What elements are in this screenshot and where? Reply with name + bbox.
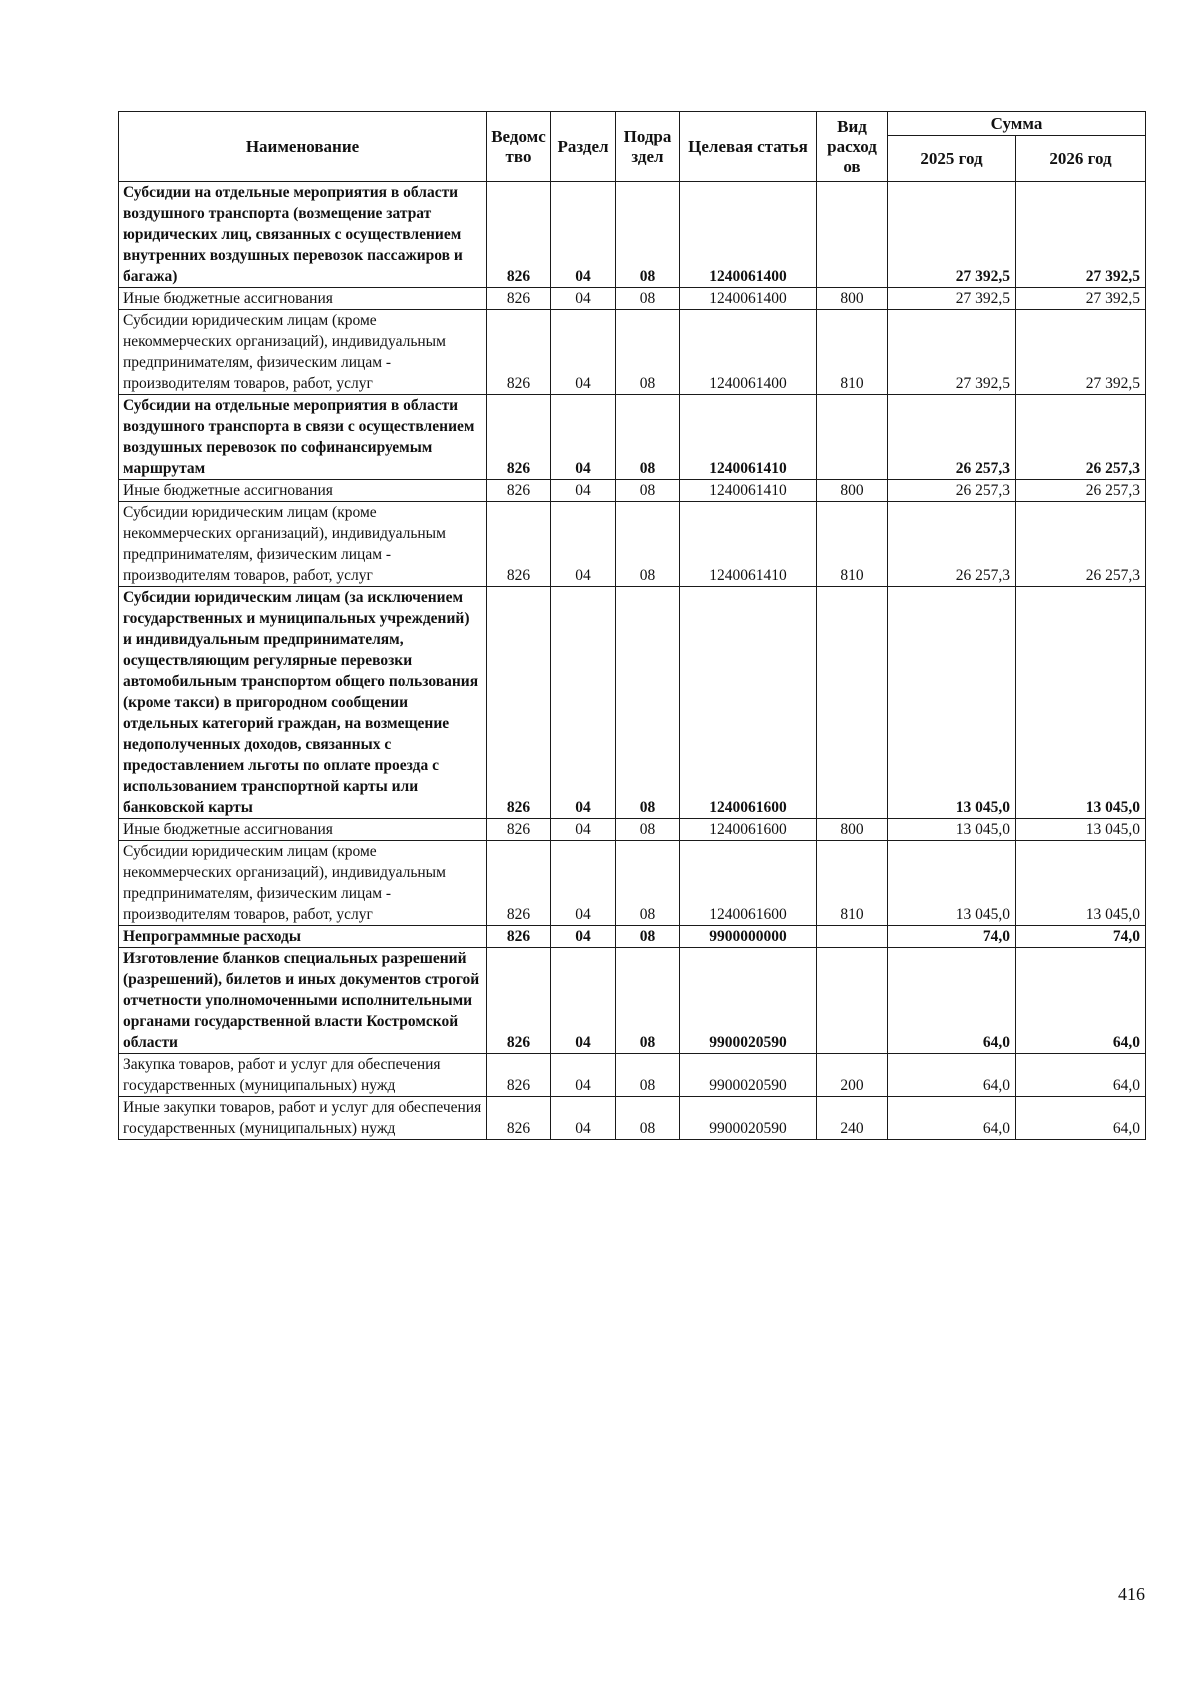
cell-sum-2025: 64,0: [888, 1054, 1016, 1097]
table-row: [119, 480, 1146, 502]
cell-celevaya: 1240061400: [680, 288, 817, 310]
cell-celevaya: 9900020590: [680, 1097, 817, 1140]
cell-celevaya: 1240061400: [680, 182, 817, 288]
cell-razdel: 04: [551, 948, 616, 1054]
table-row: [119, 395, 1146, 480]
cell-sum-2026: 13 045,0: [1016, 819, 1146, 841]
header-razdel: Раздел: [551, 112, 616, 182]
cell-sum-2025: 13 045,0: [888, 587, 1016, 819]
cell-sum-2025: 26 257,3: [888, 480, 1016, 502]
cell-celevaya: 1240061600: [680, 841, 817, 926]
cell-razdel: 04: [551, 819, 616, 841]
cell-name: Непрограммные расходы: [119, 926, 487, 948]
cell-name: Изготовление бланков специальных разрешений (разрешений), билетов и иных документов строгой отчетности уполномоченными исполнительными органами государственной власти Костромской области: [119, 948, 487, 1054]
cell-vedomstvo: 826: [487, 288, 551, 310]
header-year-2025: 2025 год: [888, 136, 1016, 182]
cell-name: Иные бюджетные ассигнования: [119, 480, 487, 502]
cell-podrazdel: 08: [616, 502, 680, 587]
cell-celevaya: 1240061410: [680, 395, 817, 480]
cell-razdel: 04: [551, 1054, 616, 1097]
table-row: [119, 288, 1146, 310]
cell-podrazdel: 08: [616, 948, 680, 1054]
cell-razdel: 04: [551, 587, 616, 819]
cell-name: Иные бюджетные ассигнования: [119, 819, 487, 841]
table-row: [119, 182, 1146, 288]
cell-vid: [817, 587, 888, 819]
cell-vedomstvo: 826: [487, 587, 551, 819]
cell-razdel: 04: [551, 182, 616, 288]
cell-name: Субсидии на отдельные мероприятия в области воздушного транспорта (возмещение затрат юридических лиц, связанных с осуществлением внутренних воздушных перевозок пассажиров и багажа): [119, 182, 487, 288]
cell-razdel: 04: [551, 841, 616, 926]
cell-name: Субсидии на отдельные мероприятия в области воздушного транспорта в связи с осуществлением воздушных перевозок по софинансируемым маршрутам: [119, 395, 487, 480]
cell-vedomstvo: 826: [487, 502, 551, 587]
header-summa: Сумма: [888, 112, 1146, 136]
cell-sum-2026: 74,0: [1016, 926, 1146, 948]
table-body: [119, 182, 1146, 1140]
cell-sum-2025: 13 045,0: [888, 819, 1016, 841]
cell-podrazdel: 08: [616, 395, 680, 480]
cell-sum-2025: 74,0: [888, 926, 1016, 948]
header-podrazdel: Подра здел: [616, 112, 680, 182]
cell-vid: 810: [817, 502, 888, 587]
budget-table: [118, 111, 1146, 1140]
cell-celevaya: 9900000000: [680, 926, 817, 948]
cell-podrazdel: 08: [616, 310, 680, 395]
header-name: Наименование: [119, 112, 487, 182]
cell-sum-2026: 27 392,5: [1016, 182, 1146, 288]
cell-razdel: 04: [551, 310, 616, 395]
table-row: [119, 948, 1146, 1054]
cell-razdel: 04: [551, 288, 616, 310]
table-row: [119, 819, 1146, 841]
cell-name: Субсидии юридическим лицам (за исключением государственных и муниципальных учреждений) и индивидуальным предпринимателям, осуществляющим регулярные перевозки автомобильным транспортом общего пользования (кроме такси) в пригородном сообщении отдельных категорий граждан, на возмещение недополученных доходов, связанных с предоставлением льготы по оплате проезда с использованием транспортной карты или банковской карты: [119, 587, 487, 819]
cell-razdel: 04: [551, 395, 616, 480]
cell-celevaya: 1240061400: [680, 310, 817, 395]
cell-sum-2026: 27 392,5: [1016, 310, 1146, 395]
cell-celevaya: 1240061410: [680, 480, 817, 502]
cell-name: Закупка товаров, работ и услуг для обеспечения государственных (муниципальных) нужд: [119, 1054, 487, 1097]
header-vedomstvo: Ведомс тво: [487, 112, 551, 182]
cell-name: Иные бюджетные ассигнования: [119, 288, 487, 310]
cell-podrazdel: 08: [616, 587, 680, 819]
cell-sum-2026: 13 045,0: [1016, 587, 1146, 819]
table-row: [119, 841, 1146, 926]
table-row: [119, 926, 1146, 948]
cell-vid: 810: [817, 310, 888, 395]
cell-sum-2026: 13 045,0: [1016, 841, 1146, 926]
cell-sum-2025: 27 392,5: [888, 182, 1016, 288]
cell-sum-2025: 26 257,3: [888, 395, 1016, 480]
cell-celevaya: 9900020590: [680, 1054, 817, 1097]
header-celevaya: Целевая статья: [680, 112, 817, 182]
cell-vedomstvo: 826: [487, 1054, 551, 1097]
cell-sum-2025: 26 257,3: [888, 502, 1016, 587]
cell-vid: 800: [817, 288, 888, 310]
cell-sum-2025: 13 045,0: [888, 841, 1016, 926]
cell-sum-2026: 26 257,3: [1016, 395, 1146, 480]
cell-sum-2026: 26 257,3: [1016, 480, 1146, 502]
cell-vedomstvo: 826: [487, 1097, 551, 1140]
cell-vid: 800: [817, 480, 888, 502]
cell-podrazdel: 08: [616, 1097, 680, 1140]
cell-sum-2025: 64,0: [888, 948, 1016, 1054]
table-row: [119, 502, 1146, 587]
cell-vid: [817, 926, 888, 948]
cell-podrazdel: 08: [616, 926, 680, 948]
cell-name: Субсидии юридическим лицам (кроме некоммерческих организаций), индивидуальным предпринимателям, физическим лицам - производителям товаров, работ, услуг: [119, 502, 487, 587]
cell-vid: 810: [817, 841, 888, 926]
cell-razdel: 04: [551, 926, 616, 948]
cell-name: Иные закупки товаров, работ и услуг для обеспечения государственных (муниципальных) нужд: [119, 1097, 487, 1140]
table-row: [119, 1054, 1146, 1097]
cell-sum-2025: 27 392,5: [888, 288, 1016, 310]
cell-vedomstvo: 826: [487, 480, 551, 502]
cell-vedomstvo: 826: [487, 926, 551, 948]
cell-vedomstvo: 826: [487, 395, 551, 480]
table-row: [119, 310, 1146, 395]
cell-podrazdel: 08: [616, 288, 680, 310]
cell-celevaya: 9900020590: [680, 948, 817, 1054]
cell-sum-2026: 64,0: [1016, 1097, 1146, 1140]
cell-podrazdel: 08: [616, 182, 680, 288]
cell-sum-2026: 64,0: [1016, 948, 1146, 1054]
page-number: 416: [1118, 1584, 1145, 1604]
cell-vid: 240: [817, 1097, 888, 1140]
cell-celevaya: 1240061600: [680, 587, 817, 819]
cell-razdel: 04: [551, 1097, 616, 1140]
cell-razdel: 04: [551, 502, 616, 587]
cell-podrazdel: 08: [616, 1054, 680, 1097]
table-row: [119, 1097, 1146, 1140]
cell-vid: 800: [817, 819, 888, 841]
cell-vedomstvo: 826: [487, 948, 551, 1054]
cell-vedomstvo: 826: [487, 310, 551, 395]
cell-vedomstvo: 826: [487, 841, 551, 926]
cell-sum-2026: 64,0: [1016, 1054, 1146, 1097]
cell-podrazdel: 08: [616, 841, 680, 926]
cell-celevaya: 1240061410: [680, 502, 817, 587]
header-year-2026: 2026 год: [1016, 136, 1146, 182]
cell-vid: 200: [817, 1054, 888, 1097]
cell-name: Субсидии юридическим лицам (кроме некоммерческих организаций), индивидуальным предпринимателям, физическим лицам - производителям товаров, работ, услуг: [119, 841, 487, 926]
cell-name: Субсидии юридическим лицам (кроме некоммерческих организаций), индивидуальным предпринимателям, физическим лицам - производителям товаров, работ, услуг: [119, 310, 487, 395]
cell-vid: [817, 948, 888, 1054]
cell-vid: [817, 182, 888, 288]
cell-sum-2025: 27 392,5: [888, 310, 1016, 395]
cell-sum-2026: 27 392,5: [1016, 288, 1146, 310]
cell-vedomstvo: 826: [487, 819, 551, 841]
cell-vedomstvo: 826: [487, 182, 551, 288]
header-row-1: [119, 112, 1146, 136]
cell-sum-2025: 64,0: [888, 1097, 1016, 1140]
cell-razdel: 04: [551, 480, 616, 502]
cell-podrazdel: 08: [616, 480, 680, 502]
table-row: [119, 587, 1146, 819]
cell-vid: [817, 395, 888, 480]
cell-sum-2026: 26 257,3: [1016, 502, 1146, 587]
cell-podrazdel: 08: [616, 819, 680, 841]
header-vid: Вид расход ов: [817, 112, 888, 182]
cell-celevaya: 1240061600: [680, 819, 817, 841]
